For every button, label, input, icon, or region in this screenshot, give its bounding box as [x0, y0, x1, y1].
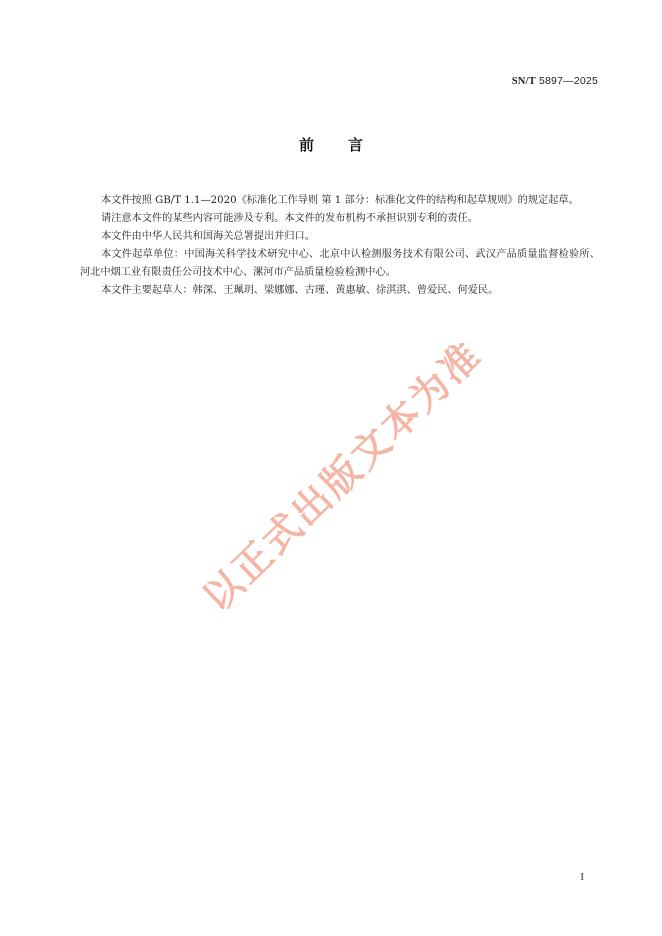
paragraph-patent-notice: 请注意本文件的某些内容可能涉及专利。本文件的发布机构不承担识别专利的责任。	[101, 213, 478, 224]
page-title: 前言	[298, 136, 397, 154]
paragraph-drafters: 本文件主要起草人：韩深、王珮玥、梁娜娜、古瑾、黄惠敏、徐淇淇、曾爱民、何爱民。	[101, 285, 499, 296]
watermark-stamp: 以正式出版文本为准	[194, 332, 491, 621]
paragraph-proposer: 本文件由中华人民共和国海关总署提出并归口。	[101, 231, 315, 242]
page-number: I	[580, 871, 584, 883]
paragraph-drafting-units: 本文件起草单位：中国海关科学技术研究中心、北京中认检测服务技术有限公司、武汉产品质量监督检验所、河北中烟工业有限责任公司技术中心、漯河市产品质量检验检测中心。	[80, 249, 600, 278]
paragraph-drafting-rules: 本文件按照 GB/T 1.1—2020《标准化工作导则 第 1 部分：标准化文件的结构和起草规则》的规定起草。	[101, 195, 579, 206]
foreword-body	[80, 192, 600, 300]
standard-prefix: SN/T	[511, 76, 536, 87]
standard-number	[512, 75, 598, 87]
standard-code: 5897—2025	[535, 75, 598, 87]
